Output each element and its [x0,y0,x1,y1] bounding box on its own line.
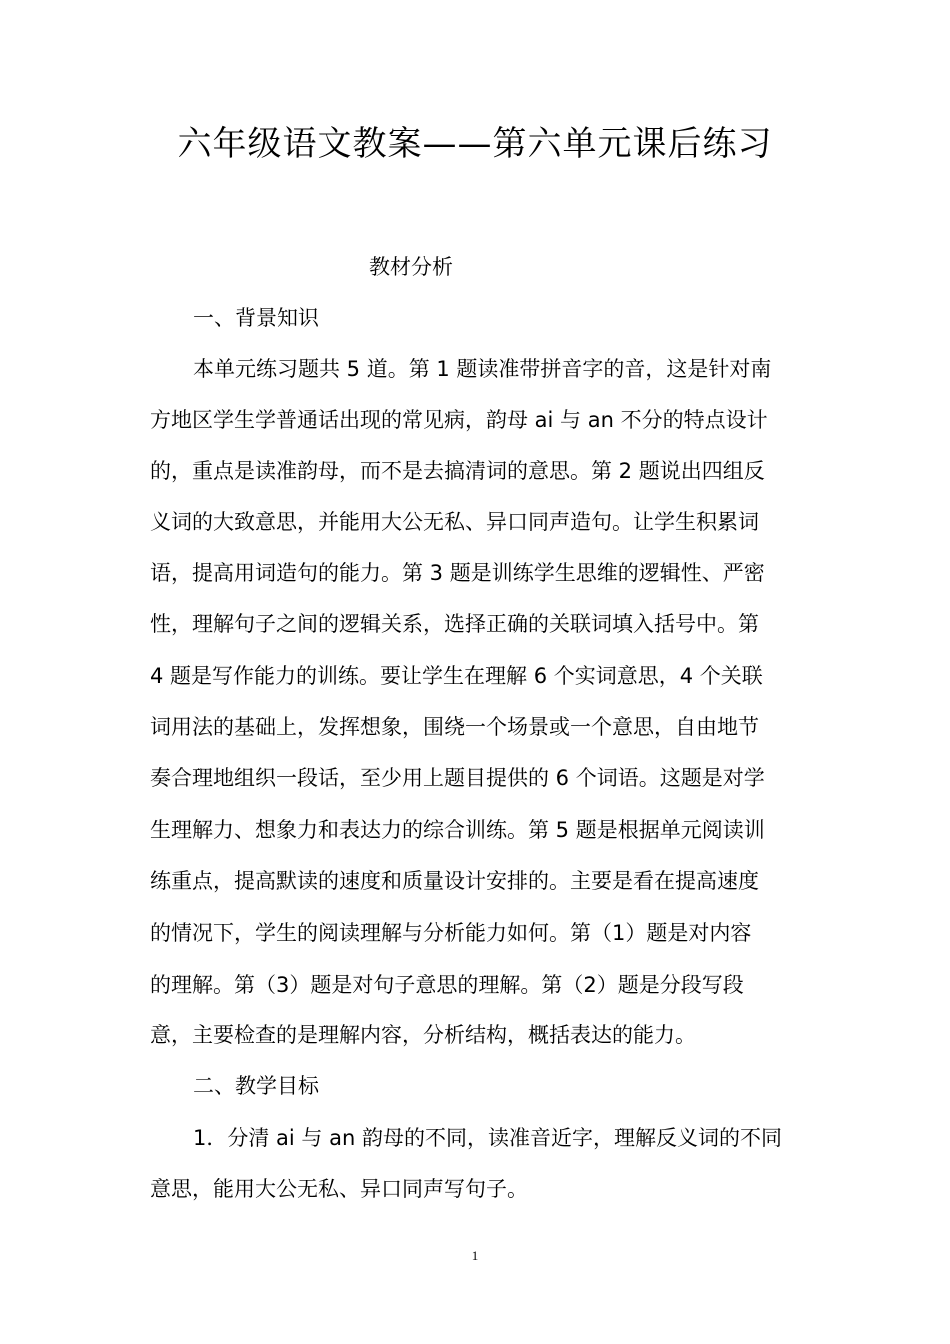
paragraph-line: 练重点，提高默读的速度和质量设计安排的。主要是看在提高速度 [150,869,759,893]
paragraph-line: 本单元练习题共 5 道。第 1 题读准带拼音字的音，这是针对南 [193,357,772,381]
paragraph-line: 义词的大致意思，并能用大公无私、异口同声造句。让学生积累词 [150,510,759,534]
heading-background: 一、背景知识 [193,306,319,330]
paragraph-line: 1．分清 ai 与 an 韵母的不同，读准音近字，理解反义词的不同 [193,1126,782,1150]
paragraph-line: 的，重点是读准韵母，而不是去搞清词的意思。第 2 题说出四组反 [150,459,765,483]
paragraph-line: 性，理解句子之间的逻辑关系，选择正确的关联词填入括号中。第 [150,612,759,636]
paragraph-line: 意，主要检查的是理解内容，分析结构，概括表达的能力。 [150,1023,696,1047]
paragraph-line: 意思，能用大公无私、异口同声写句子。 [150,1177,528,1201]
paragraph-line: 的理解。第（3）题是对句子意思的理解。第（2）题是分段写段 [150,973,744,997]
paragraph-line: 词用法的基础上，发挥想象，围绕一个场景或一个意思，自由地节 [150,715,759,739]
paragraph-line: 方地区学生学普通话出现的常见病，韵母 ai 与 an 不分的特点设计 [150,408,768,432]
paragraph-line: 的情况下，学生的阅读理解与分析能力如何。第（1）题是对内容 [150,921,752,945]
paragraph-line: 语，提高用词造句的能力。第 3 题是训练学生思维的逻辑性、严密 [150,561,765,585]
heading-goals: 二、教学目标 [193,1074,319,1098]
paragraph-line: 4 题是写作能力的训练。要让学生在理解 6 个实词意思，4 个关联 [150,664,763,688]
document-title: 六年级语文教案——第六单元课后练习 [177,124,773,164]
section-subtitle: 教材分析 [369,255,453,279]
paragraph-line: 生理解力、想象力和表达力的综合训练。第 5 题是根据单元阅读训 [150,818,765,842]
page-number: 1 [471,1248,479,1263]
paragraph-line: 奏合理地组织一段话，至少用上题目提供的 6 个词语。这题是对学 [150,766,765,790]
